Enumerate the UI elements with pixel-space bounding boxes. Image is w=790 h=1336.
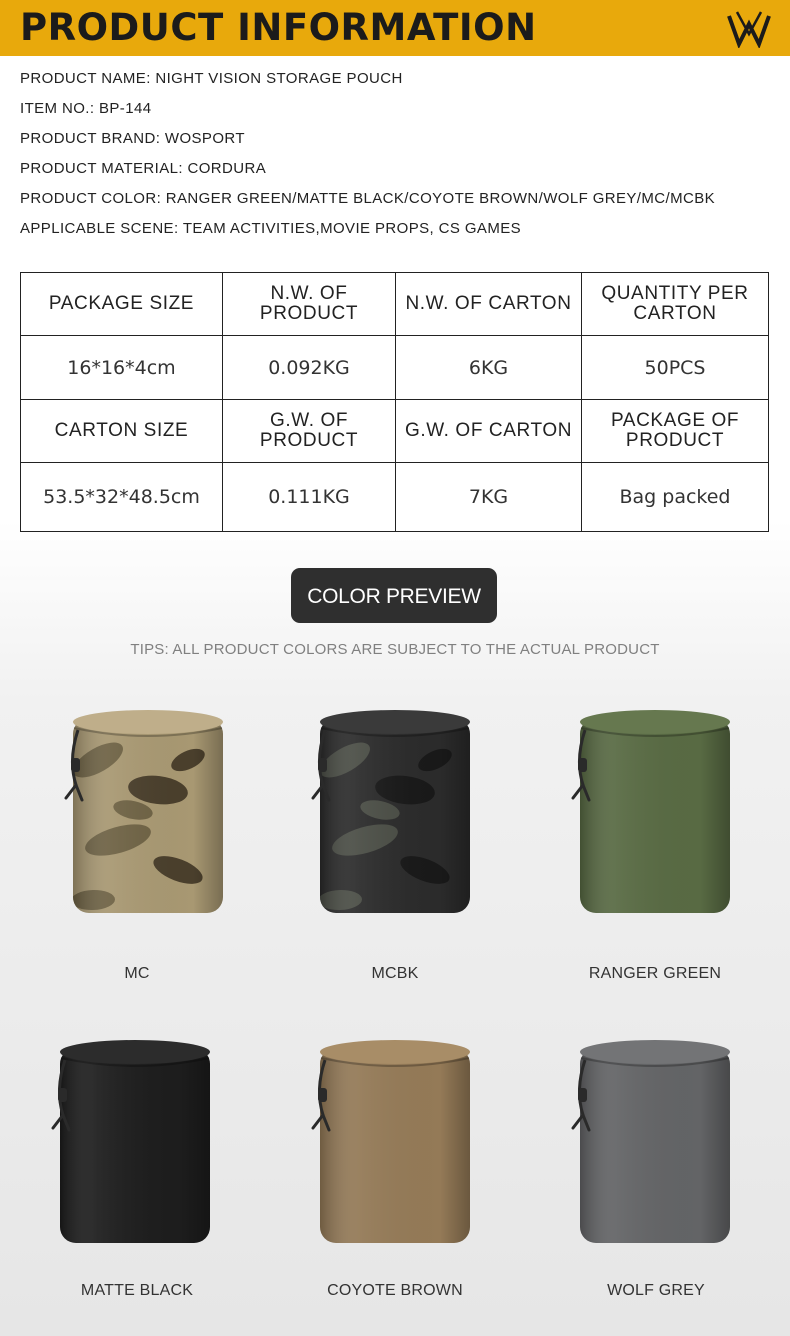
pouch-image-matte-black [25,1030,245,1270]
value-gw-product: 0.111KG [223,463,396,532]
header-banner [0,0,790,56]
color-label-mc: MC [124,965,150,982]
value-carton-size: 53.5*32*48.5cm [21,463,223,532]
info-scene: APPLICABLE SCENE: TEAM ACTIVITIES,MOVIE PROPS, CS GAMES [20,220,522,237]
table-row [21,400,769,463]
table-row [21,273,769,336]
value-quantity-per-carton: 50PCS [582,336,769,400]
header-package-of-product: PACKAGE OF PRODUCT [582,400,769,463]
value-nw-product: 0.092KG [223,336,396,400]
pouch-image-coyote-brown [285,1030,505,1270]
value-package-size: 16*16*4cm [21,336,223,400]
table-row [21,336,769,400]
value-nw-carton: 6KG [396,336,582,400]
pouch-image-ranger-green [545,700,765,940]
info-item-no: ITEM NO.: BP-144 [20,100,152,117]
color-label-wolf-grey: WOLF GREY [607,1282,705,1299]
value-package-of-product: Bag packed [582,463,769,532]
header-gw-product: G.W. OF PRODUCT [223,400,396,463]
color-label-matte-black: MATTE BLACK [80,1282,194,1299]
info-material: PRODUCT MATERIAL: CORDURA [20,160,267,177]
color-label-ranger-green: RANGER GREEN [588,965,722,982]
color-label-mcbk: MCBK [371,965,419,982]
header-package-size: PACKAGE SIZE [21,273,223,336]
page-title: PRODUCT INFORMATION [20,6,537,49]
table-row [21,463,769,532]
pouch-image-mc [38,700,258,940]
header-gw-carton: G.W. OF CARTON [396,400,582,463]
product-info-list [20,66,780,246]
header-quantity-per-carton: QUANTITY PER CARTON [582,273,769,336]
color-label-coyote-brown: COYOTE BROWN [327,1282,463,1299]
value-gw-carton: 7KG [396,463,582,532]
info-brand: PRODUCT BRAND: WOSPORT [20,130,245,147]
info-product-name: PRODUCT NAME: NIGHT VISION STORAGE POUCH [20,70,403,87]
pouch-image-wolf-grey [545,1030,765,1270]
header-carton-size: CARTON SIZE [21,400,223,463]
header-nw-product: N.W. OF PRODUCT [223,273,396,336]
spec-table [20,272,769,532]
color-preview-button[interactable]: COLOR PREVIEW [291,568,497,623]
header-nw-carton: N.W. OF CARTON [396,273,582,336]
info-color: PRODUCT COLOR: RANGER GREEN/MATTE BLACK/COYOTE BROWN/WOLF GREY/MC/MCBK [20,190,716,207]
tips-text: TIPS: ALL PRODUCT COLORS ARE SUBJECT TO THE ACTUAL PRODUCT [130,641,660,658]
brand-logo-icon [727,10,771,48]
pouch-image-mcbk [285,700,505,940]
